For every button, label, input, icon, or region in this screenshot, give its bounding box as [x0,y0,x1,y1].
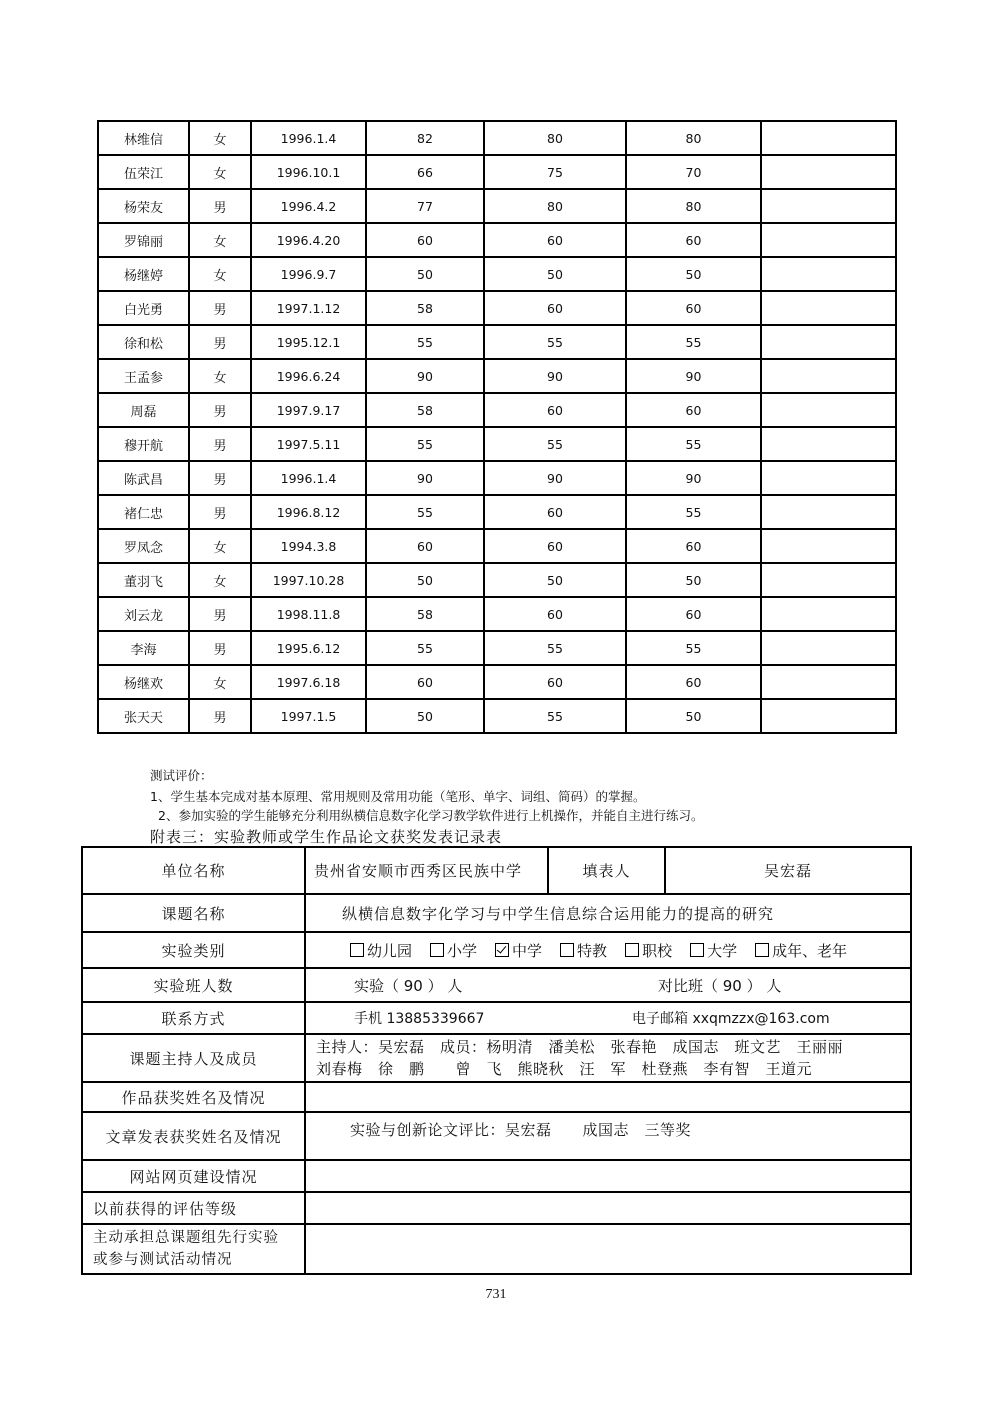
score-1-cell: 55 [366,427,484,461]
score-3-cell: 80 [626,121,761,155]
score-2-cell: 55 [484,427,626,461]
filler-label: 填表人 [548,847,665,894]
student-gender-cell: 女 [189,223,251,257]
student-name-cell: 褚仁忠 [98,495,189,529]
row-members [82,1034,911,1082]
works-value [305,1082,911,1112]
student-birth-cell: 1996.4.20 [251,223,366,257]
phone-text: 手机 13885339667 [354,1011,485,1027]
remark-cell [761,359,896,393]
class-count-label: 实验班人数 [82,968,305,1002]
student-name-cell: 周磊 [98,393,189,427]
award-record-table [81,846,912,1275]
score-2-cell: 50 [484,257,626,291]
score-2-cell: 60 [484,495,626,529]
remark-cell [761,631,896,665]
score-2-cell: 90 [484,359,626,393]
student-birth-cell: 1996.4.2 [251,189,366,223]
score-3-cell: 70 [626,155,761,189]
student-name-cell: 杨继欢 [98,665,189,699]
remark-cell [761,699,896,733]
row-lead-activity [82,1224,911,1274]
category-option-label: 成年、老年 [772,941,848,960]
topic-label: 课题名称 [82,894,305,932]
score-2-cell: 50 [484,563,626,597]
row-unit [82,847,911,894]
student-name-cell: 杨荣友 [98,189,189,223]
website-label: 网站网页建设情况 [82,1160,305,1192]
score-2-cell: 55 [484,631,626,665]
checkbox-icon[interactable] [560,943,574,957]
student-name-cell: 张天天 [98,699,189,733]
works-label: 作品获奖姓名及情况 [82,1082,305,1112]
members-value [305,1034,911,1082]
score-1-cell: 55 [366,631,484,665]
student-gender-cell: 男 [189,427,251,461]
score-3-cell: 60 [626,393,761,427]
remark-cell [761,155,896,189]
student-name-cell: 徐和松 [98,325,189,359]
student-gender-cell: 男 [189,495,251,529]
student-gender-cell: 男 [189,189,251,223]
table-row [98,257,896,291]
category-option[interactable] [495,940,542,961]
student-name-cell: 穆开航 [98,427,189,461]
student-birth-cell: 1997.9.17 [251,393,366,427]
score-1-cell: 50 [366,563,484,597]
student-name-cell: 杨继婷 [98,257,189,291]
score-3-cell: 90 [626,461,761,495]
category-option[interactable] [625,940,672,961]
category-option-label: 幼儿园 [367,941,413,960]
category-option-label: 特教 [577,941,608,960]
score-3-cell: 90 [626,359,761,393]
score-2-cell: 80 [484,189,626,223]
student-birth-cell: 1994.3.8 [251,529,366,563]
score-2-cell: 55 [484,325,626,359]
members-line-1: 主持人：吴宏磊 成员：杨明清 潘美松 张春艳 成国志 班文艺 王丽丽 [316,1038,844,1056]
row-papers [82,1112,911,1160]
remark-cell [761,291,896,325]
score-3-cell: 55 [626,495,761,529]
score-2-cell: 90 [484,461,626,495]
lead-activity-value [305,1224,911,1274]
table-row [98,189,896,223]
student-birth-cell: 1996.9.7 [251,257,366,291]
student-birth-cell: 1997.6.18 [251,665,366,699]
remark-cell [761,223,896,257]
score-3-cell: 55 [626,631,761,665]
prev-rating-label: 以前获得的评估等级 [82,1192,305,1224]
score-3-cell: 80 [626,189,761,223]
control-count-text: 对比班（ 90 ） 人 [657,976,782,995]
student-name-cell: 罗锦丽 [98,223,189,257]
student-gender-cell: 女 [189,563,251,597]
student-birth-cell: 1997.5.11 [251,427,366,461]
score-3-cell: 55 [626,427,761,461]
student-gender-cell: 男 [189,325,251,359]
remark-cell [761,427,896,461]
score-3-cell: 60 [626,665,761,699]
experiment-count-text: 实验（ 90 ） 人 [354,976,463,995]
score-2-cell: 80 [484,121,626,155]
row-topic [82,894,911,932]
table-row [98,529,896,563]
notes-heading: 测试评价： [150,768,213,783]
remark-cell [761,529,896,563]
row-class-count [82,968,911,1002]
student-birth-cell: 1996.10.1 [251,155,366,189]
prev-rating-value [305,1192,911,1224]
student-birth-cell: 1996.1.4 [251,121,366,155]
row-prev-rating [82,1192,911,1224]
score-1-cell: 66 [366,155,484,189]
student-birth-cell: 1995.12.1 [251,325,366,359]
score-1-cell: 55 [366,325,484,359]
checkbox-icon[interactable] [755,943,769,957]
student-name-cell: 李海 [98,631,189,665]
table-row [98,223,896,257]
student-gender-cell: 女 [189,257,251,291]
remark-cell [761,325,896,359]
score-1-cell: 77 [366,189,484,223]
category-option[interactable] [430,940,477,961]
remark-cell [761,121,896,155]
score-2-cell: 60 [484,393,626,427]
remark-cell [761,495,896,529]
student-gender-cell: 男 [189,597,251,631]
score-3-cell: 50 [626,257,761,291]
row-works [82,1082,911,1112]
student-name-cell: 白光勇 [98,291,189,325]
appendix-title: 附表三：实验教师或学生作品论文获奖发表记录表 [150,828,503,846]
student-gender-cell: 女 [189,529,251,563]
website-value [305,1160,911,1192]
table-row [98,359,896,393]
table-row [98,155,896,189]
contact-label: 联系方式 [82,1002,305,1034]
student-gender-cell: 女 [189,359,251,393]
score-1-cell: 82 [366,121,484,155]
score-2-cell: 60 [484,597,626,631]
lead-activity-label: 主动承担总课题组先行实验或参与测试活动情况 [82,1224,305,1274]
category-option-label: 职校 [642,941,673,960]
email-text: 电子邮箱 xxqmzzx@163.com [632,1011,830,1027]
score-1-cell: 58 [366,393,484,427]
row-contact [82,1002,911,1034]
papers-label: 文章发表获奖姓名及情况 [82,1112,305,1160]
score-1-cell: 50 [366,257,484,291]
table-row [98,563,896,597]
score-1-cell: 60 [366,529,484,563]
category-option-label: 中学 [512,941,543,960]
unit-label: 单位名称 [82,847,305,894]
remark-cell [761,597,896,631]
student-name-cell: 董羽飞 [98,563,189,597]
members-label: 课题主持人及成员 [82,1034,305,1082]
score-1-cell: 58 [366,597,484,631]
score-2-cell: 55 [484,699,626,733]
student-name-cell: 陈武昌 [98,461,189,495]
category-option[interactable] [690,940,737,961]
score-1-cell: 58 [366,291,484,325]
student-gender-cell: 男 [189,393,251,427]
student-gender-cell: 男 [189,291,251,325]
table-row [98,495,896,529]
table-row [98,461,896,495]
student-birth-cell: 1997.10.28 [251,563,366,597]
filler-value: 吴宏磊 [665,847,911,894]
topic-value: 纵横信息数字化学习与中学生信息综合运用能力的提高的研究 [305,894,911,932]
student-gender-cell: 男 [189,461,251,495]
table-row [98,665,896,699]
student-name-cell: 伍荣江 [98,155,189,189]
student-gender-cell: 女 [189,155,251,189]
checked-box-icon[interactable] [495,943,509,957]
score-3-cell: 60 [626,223,761,257]
checkbox-icon[interactable] [625,943,639,957]
student-birth-cell: 1996.1.4 [251,461,366,495]
page-number: 731 [485,1287,507,1302]
table-row [98,597,896,631]
checkbox-icon[interactable] [350,943,364,957]
contact-value [305,1002,911,1034]
student-name-cell: 罗凤念 [98,529,189,563]
student-gender-cell: 男 [189,699,251,733]
table-row [98,291,896,325]
row-category [82,932,911,968]
score-3-cell: 50 [626,699,761,733]
category-option[interactable] [560,940,607,961]
remark-cell [761,665,896,699]
student-name-cell: 林维信 [98,121,189,155]
table-row [98,427,896,461]
papers-value: 实验与创新论文评比：吴宏磊 成国志 三等奖 [305,1112,911,1160]
notes-line-2: 2、参加实验的学生能够充分利用纵横信息数字化学习教学软件进行上机操作，并能自主进行练习。 [158,808,704,823]
score-1-cell: 60 [366,223,484,257]
score-3-cell: 50 [626,563,761,597]
student-gender-cell: 女 [189,665,251,699]
remark-cell [761,189,896,223]
category-label: 实验类别 [82,932,305,968]
student-gender-cell: 女 [189,121,251,155]
score-1-cell: 50 [366,699,484,733]
score-1-cell: 60 [366,665,484,699]
student-gender-cell: 男 [189,631,251,665]
table-row [98,393,896,427]
student-name-cell: 刘云龙 [98,597,189,631]
score-2-cell: 75 [484,155,626,189]
category-options [305,932,911,968]
score-3-cell: 60 [626,291,761,325]
student-birth-cell: 1998.11.8 [251,597,366,631]
remark-cell [761,393,896,427]
checkbox-icon[interactable] [430,943,444,957]
category-option-label: 大学 [707,941,738,960]
student-name-cell: 王孟参 [98,359,189,393]
table-row [98,121,896,155]
score-2-cell: 60 [484,529,626,563]
class-count-value [305,968,911,1002]
student-birth-cell: 1997.1.12 [251,291,366,325]
score-3-cell: 60 [626,529,761,563]
remark-cell [761,563,896,597]
score-1-cell: 90 [366,359,484,393]
category-option-label: 小学 [447,941,478,960]
category-option[interactable] [350,940,412,961]
score-2-cell: 60 [484,291,626,325]
row-website [82,1160,911,1192]
remark-cell [761,257,896,291]
score-1-cell: 55 [366,495,484,529]
score-2-cell: 60 [484,665,626,699]
table-row [98,325,896,359]
table-row [98,631,896,665]
checkbox-icon[interactable] [690,943,704,957]
unit-value: 贵州省安顺市西秀区民族中学 [305,847,548,894]
score-1-cell: 90 [366,461,484,495]
notes-line-1: 1、学生基本完成对基本原理、常用规则及常用功能（笔形、单字、词组、简码）的掌握。 [150,789,646,804]
student-birth-cell: 1996.6.24 [251,359,366,393]
score-3-cell: 55 [626,325,761,359]
score-2-cell: 60 [484,223,626,257]
score-3-cell: 60 [626,597,761,631]
category-option[interactable] [755,940,847,961]
remark-cell [761,461,896,495]
student-birth-cell: 1995.6.12 [251,631,366,665]
student-score-table [97,120,897,734]
student-birth-cell: 1996.8.12 [251,495,366,529]
members-line-2: 刘春梅 徐 鹏 曾 飞 熊晓秋 汪 军 杜登燕 李有智 王道元 [316,1060,813,1078]
table-row [98,699,896,733]
student-birth-cell: 1997.1.5 [251,699,366,733]
